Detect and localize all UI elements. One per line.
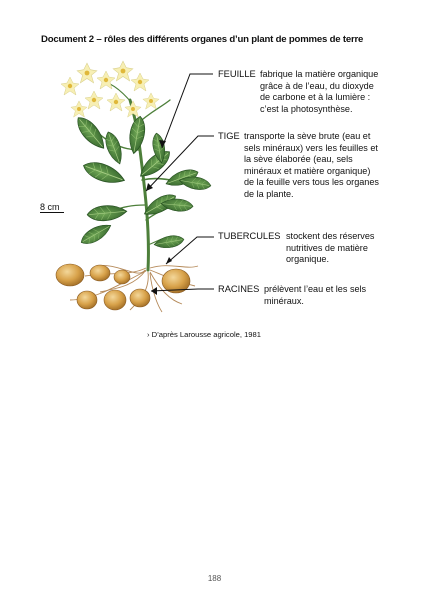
description-tubercules: stockent des réserves nutritives de matière organique. — [286, 231, 375, 265]
label-feuille: FEUILLE — [218, 69, 256, 79]
scale-bar — [40, 212, 64, 213]
label-tige: TIGE — [218, 131, 240, 141]
flowers — [61, 61, 159, 117]
description-racines: prélèvent l’eau et les sels minéraux. — [264, 284, 367, 306]
document-title: Document 2 – rôles des différents organes d’un plant de pommes de terre — [41, 34, 364, 45]
label-racines: RACINES — [218, 284, 260, 294]
scale-label: 8 cm — [40, 202, 60, 212]
description-feuille: fabrique la matière organique grâce à de l’eau, du dioxyde de carbone et à la lumière : c’est la photosynthèse. — [260, 69, 379, 114]
description-tige: transporte la sève brute (eau et sels minéraux) vers les feuilles et la sève élaborée (eau, sels minéraux et matière organique) de la feuille vers tous les organes de la plante. — [244, 131, 379, 199]
tubers — [56, 264, 190, 310]
leaves — [72, 113, 212, 250]
source-citation: › D’après Larousse agricole, 1981 — [147, 330, 261, 339]
label-tubercules: TUBERCULES — [218, 231, 281, 241]
page-number: 188 — [207, 574, 222, 583]
